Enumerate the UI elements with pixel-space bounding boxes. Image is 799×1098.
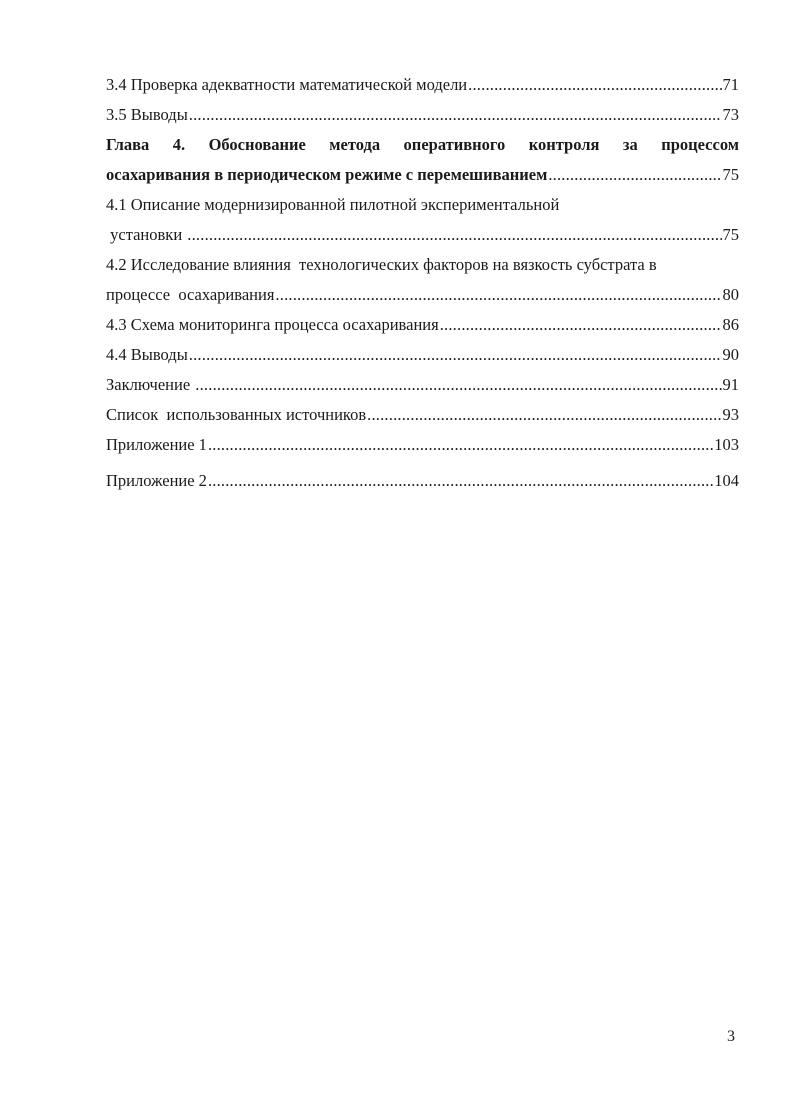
toc-entry-3-5 [106, 100, 739, 130]
toc-entry-appendix-2 [106, 466, 739, 496]
dot-leader [367, 400, 721, 430]
toc-entry-page: 86 [722, 315, 739, 334]
toc-entry-title: 4.4 Выводы [106, 345, 188, 364]
toc-entry-page: 75 [722, 165, 739, 184]
toc-entry-title: Список использованных источников [106, 405, 367, 424]
toc-entry-page: 71 [722, 75, 739, 94]
table-of-contents [106, 70, 739, 496]
dot-leader [195, 370, 721, 400]
toc-chapter-4 [106, 160, 739, 190]
toc-entry-4-2 [106, 280, 739, 310]
toc-entry-4-3 [106, 310, 739, 340]
toc-entry-references [106, 400, 739, 430]
page-number: 3 [727, 1028, 735, 1045]
dot-leader [208, 466, 713, 496]
toc-entry-4-4 [106, 340, 739, 370]
toc-entry-title: процессе осахаривания [106, 285, 275, 304]
toc-entry-page: 73 [722, 105, 739, 124]
toc-entry-title: осахаривания в периодическом режиме с перемешиванием [106, 165, 548, 184]
dot-leader [275, 280, 721, 310]
toc-entry-page: 91 [722, 375, 739, 394]
toc-entry-page: 104 [714, 471, 739, 490]
toc-entry-title: Приложение 2 [106, 471, 207, 490]
toc-entry-page: 75 [722, 225, 739, 244]
dot-leader [208, 430, 713, 460]
toc-entry-page: 80 [722, 285, 739, 304]
toc-entry-title: установки [106, 225, 187, 244]
toc-entry-conclusion [106, 370, 739, 400]
toc-entry-page: 93 [722, 405, 739, 424]
dot-leader [189, 100, 722, 130]
dot-leader [548, 160, 721, 190]
toc-entry-title: 3.4 Проверка адекватности математической модели [106, 75, 468, 94]
toc-entry-4-1 [106, 220, 739, 250]
dot-leader [468, 70, 721, 100]
toc-entry-page: 90 [722, 345, 739, 364]
toc-entry-title: 3.5 Выводы [106, 105, 188, 124]
toc-chapter-4-title-line1: Глава 4. Обоснование метода оперативного контроля за процессом [106, 135, 739, 154]
dot-leader [189, 340, 722, 370]
toc-entry-page: 103 [714, 435, 739, 454]
toc-entry-title: 4.3 Схема мониторинга процесса осахаривания [106, 315, 439, 334]
dot-leader [440, 310, 722, 340]
toc-entry-title: Заключение [106, 375, 195, 394]
toc-entry-title: Приложение 1 [106, 435, 207, 454]
dot-leader [187, 220, 721, 250]
toc-entry-4-2-line1: 4.2 Исследование влияния технологических факторов на вязкость субстрата в [106, 255, 657, 274]
toc-entry-3-4 [106, 70, 739, 100]
toc-entry-appendix-1 [106, 430, 739, 460]
toc-entry-4-1-line1: 4.1 Описание модернизированной пилотной экспериментальной [106, 195, 560, 214]
